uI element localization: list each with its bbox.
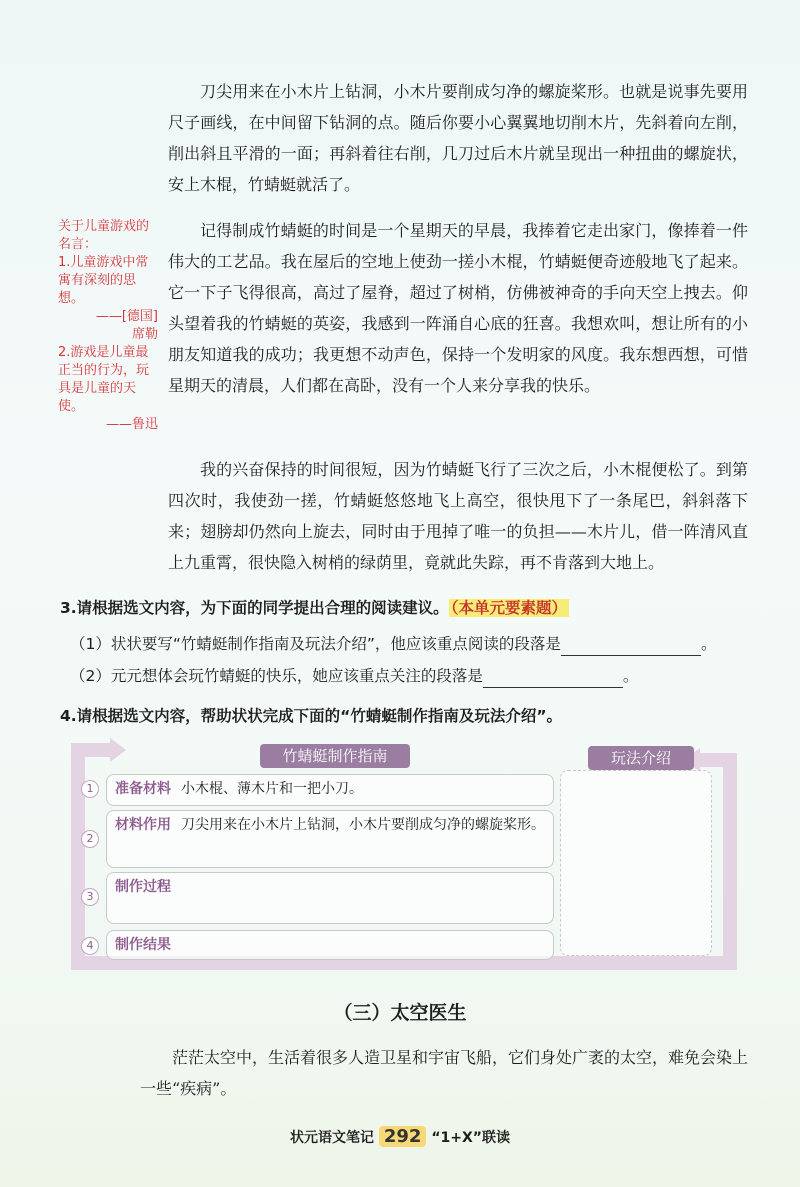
- row-label: 准备材料: [115, 781, 171, 797]
- row-text: 小木棍、薄木片和一把小刀。: [181, 781, 363, 797]
- section-paragraph: 茫茫太空中，生活着很多人造卫星和宇宙飞船，它们身处广袤的太空，难免会染上一些“疾病”。: [140, 1048, 749, 1098]
- sidebar-author-2: ——鲁迅: [105, 417, 158, 432]
- passage-paragraph-2: 记得制成竹蜻蜓的时间是一个星期天的早晨，我捧着它走出家门，像捧着一件伟大的工艺品。我在屋后的空地上使劲一搓小木棍，竹蜻蜓便奇迹般地飞了起来。它一下子飞得很高，高过了屋脊，超过了树梢，仿佛被神奇的手向天空上拽去。仰头望着我的竹蜻蜓的英姿，我感到一阵涌自心底的狂喜。我想欢叫，想让所有的小朋友知道我的成功；我更想不动声色，保持一个发明家的风度。我东想西想，可惜星期天的清晨，人们都在高卧，没有一个人来分享我的快乐。: [168, 221, 748, 395]
- guide-left-header: 竹蜻蜓制作指南: [260, 744, 410, 768]
- question-3-1-end: 。: [700, 635, 717, 653]
- question-3-2-end: 。: [622, 667, 639, 685]
- sidebar-quotes: [58, 218, 158, 434]
- passage-paragraph-1: 刀尖用来在小木片上钻洞，小木片要削成匀净的螺旋桨形。也就是说事先要用尺子画线，在中间留下钻洞的点。随后你要小心翼翼地切削木片，先斜着向左削，削出斜且平滑的一面；再斜着往右削，几刀过后木片就呈现出一种扭曲的螺旋状，安上木棍，竹蜻蜓就活了。: [168, 82, 748, 194]
- answer-blank-3-1[interactable]: [561, 637, 701, 656]
- question-3: [60, 596, 760, 620]
- sidebar-quote-2: 2.游戏是儿童最正当的行为，玩具是儿童的天使。: [58, 345, 150, 414]
- question-3-text: 3.请根据选文内容，为下面的同学提出合理的阅读建议。: [60, 599, 449, 617]
- sidebar-author-1a: ——[德国]: [95, 309, 158, 324]
- question-4: 4.请根据选文内容，帮助状状完成下面的“竹蜻蜓制作指南及玩法介绍”。: [60, 707, 563, 725]
- footer-series: “1+X”联读: [431, 1130, 510, 1146]
- sidebar-quote-1: 1.儿童游戏中常寓有深刻的思想。: [58, 255, 149, 306]
- passage-paragraph-3: 我的兴奋保持的时间很短，因为竹蜻蜓飞行了三次之后，小木棍便松了。到第四次时，我使劲一搓，竹蜻蜓悠悠地飞上高空，很快甩下了一条尾巴，斜斜落下来；翅膀却仍然向上旋去，同时由于甩掉了唯一的负担——木片儿，借一阵清风直上九重霄，很快隐入树梢的绿荫里，竟就此失踪，再不肯落到大地上。: [168, 460, 748, 572]
- question-3-1-text: （1）状状要写“竹蜻蜓制作指南及玩法介绍”，他应该重点阅读的段落是: [70, 635, 561, 653]
- question-3-2: [70, 664, 770, 688]
- guide-diagram: [60, 738, 748, 970]
- sidebar-author-1b: 席勒: [131, 327, 158, 342]
- answer-blank-3-2[interactable]: [483, 669, 623, 688]
- question-3-1: [70, 632, 770, 656]
- row-text: 刀尖用来在小木片上钻洞，小木片要削成匀净的螺旋桨形。: [181, 817, 545, 833]
- sidebar-title: 关于儿童游戏的名言：: [58, 219, 150, 252]
- row-label: 制作结果: [115, 937, 171, 953]
- question-3-tag: （本单元要素题）: [450, 599, 567, 617]
- footer-book-title: 状元语文笔记: [290, 1130, 374, 1146]
- guide-row-materials[interactable]: [106, 774, 554, 806]
- row-number: 1: [81, 780, 99, 798]
- guide-right-header: 玩法介绍: [588, 746, 694, 770]
- question-3-2-text: （2）元元想体会玩竹蜻蜓的快乐，她应该重点关注的段落是: [70, 667, 483, 685]
- section-title: （三）太空医生: [333, 1002, 467, 1024]
- guide-row-process[interactable]: [106, 872, 554, 924]
- row-number: 3: [81, 888, 99, 906]
- row-label: 材料作用: [115, 817, 171, 833]
- guide-row-result[interactable]: [106, 930, 554, 960]
- guide-row-usage[interactable]: [106, 810, 554, 868]
- row-number: 2: [81, 830, 99, 848]
- row-number: 4: [81, 937, 99, 955]
- row-label: 制作过程: [115, 879, 171, 895]
- page-number: 292: [379, 1126, 427, 1147]
- play-intro-box[interactable]: [560, 770, 712, 956]
- page-footer: [0, 1126, 800, 1147]
